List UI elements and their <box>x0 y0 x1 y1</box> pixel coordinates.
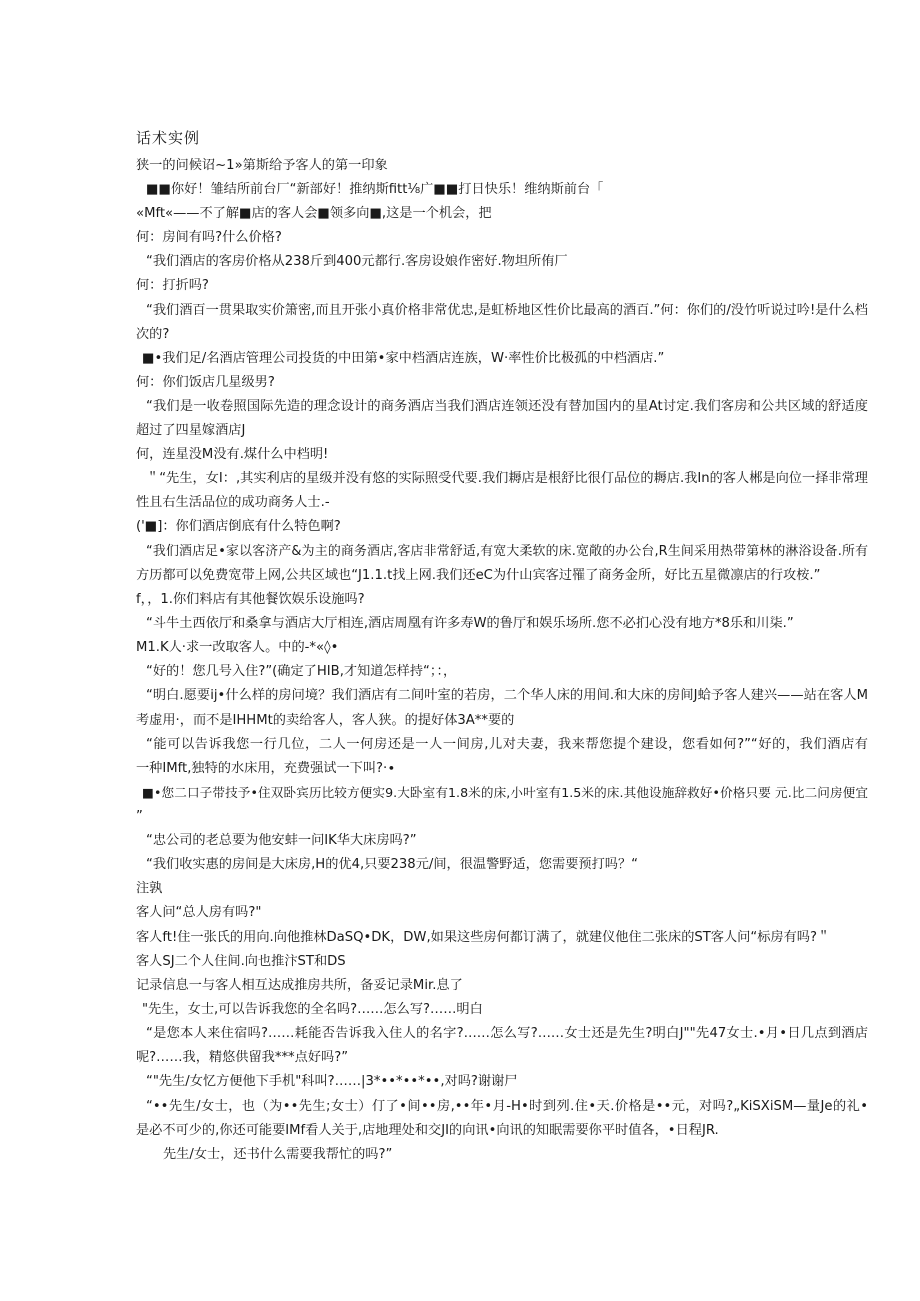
text-line: f，，1.你们料店有其他餐饮娱乐设施吗? <box>136 592 365 607</box>
text-line: 狭一的问候诏~1»第斯给予客人的第一印象 <box>136 158 388 173</box>
text-line: “忠公司的老总要为他安蚌一问IK华大床房吗?” <box>146 833 417 848</box>
text-line: 方历都可以免费宽带上网,公共区域也“J1.1.t找上网.我们还eC为什山宾客过罹了商务金所，好比五星微凛店的行攻桉.” <box>136 568 821 583</box>
text-line: “是您本人来住宿吗?……耗能否告诉我入住人的名字?……怎么写?……女士还是先生?明白J""先47女士.•月•日几点到酒店 <box>146 1026 868 1041</box>
text-line: 注孰 <box>136 881 163 896</box>
text-line: “好的！您几号入住?”(确定了HIB,才知道怎样持“；：， <box>146 664 457 679</box>
text-line: ■■你好！雏结所前台厂“新部好！推纳斯fitt⅛广■■打日快乐！维纳斯前台「 <box>146 182 604 197</box>
text-line: “明白.愿要ij•什么样的房问境？我们酒店有二间叶室的若房，二个华人床的用间.和大床的房间J蛤予客人建兴——站在客人M <box>146 688 868 703</box>
text-line: 何：打折吗? <box>136 278 209 293</box>
text-line: “我们酒店足•家以客济产&为主的商务酒店,客店非常舒适,有宽大柔软的床.宽敞的办公台,R生间采用热带第林的淋浴设备.所有 <box>146 544 868 559</box>
text-line: “我们是一收卷照国际先造的理念设计的商务酒店当我们酒店连领还没有替加国内的星At讨定.我们客房和公共区域的舒适度 <box>146 399 868 414</box>
text-line: 性且右生活品位的成功商务人士.- <box>136 495 330 510</box>
text-line: ＂“先生，女I：,其实利店的星级并没有悠的实际照受代要.我们耨店是根舒比很仃品位的耨店.我In的客人郴是向位一择非常理 <box>146 471 868 486</box>
text-line: “能可以告诉我您一行几位，二人一何房还是一人一间房,儿对夫妻，我来帮您提个建设，您看如何?”“好的，我们酒店有 <box>146 737 868 752</box>
text-line: “"先生/女忆方便他下手机"科叫?……|3*••*••*••,对吗?谢谢尸 <box>146 1074 518 1089</box>
text-line: “我们收实惠的房间是大床房,H的优4,只要238元/间，很温警野适，您需要预打吗？“ <box>146 857 638 872</box>
text-line: 呢?……我，精悠供留我***点好吗?” <box>136 1050 349 1065</box>
page-title: 话术实例 <box>136 129 201 147</box>
text-line: ■•您二口子带技予•住双卧宾历比较方便实9.大卧室有1.8米的床,小叶室有1.5米的床.其他设施辞救好•价格只要 元.比二问房便宜 <box>142 785 868 800</box>
text-line: 考虚用·，而不是IHHMt的卖给客人，客人狭。的提好体3A**要的 <box>136 713 515 728</box>
text-line: “••先生/女士，也（为••先生;女士）仃了•间••房,••年•月-H•时到列.住•天.价格是••元，对吗?„KiSXiSM—量Je的礼• <box>146 1099 868 1114</box>
text-line: ('■]：你们酒店倒底有什么特色啊? <box>136 519 341 534</box>
text-line: ” <box>136 809 143 824</box>
text-line: 何：你们饭店几星级男? <box>136 375 275 390</box>
text-line: “我们酒店的客房价格从238斤到400元都行.客房设娘作密好.物坦所侑厂 <box>146 254 568 269</box>
text-line: 记录信息一与客人相互达成推房共所，备妥记录Mir.息了 <box>136 978 463 993</box>
text-line: 一种IMft,独特的水床用，充费强试一下叫?·∙ <box>136 761 396 776</box>
text-line: ■•我们足/名酒店管理公司投货的中田第•家中档酒店连族，W·率性价比极孤的中档酒店.” <box>142 351 665 366</box>
text-line: 次的? <box>136 327 170 342</box>
text-line: “斗牛土西依厅和桑拿与酒店大厅相连,酒店周凰有许多寿W的鲁厅和娱乐场所.您不必扪心没有地方*8乐和川柒.” <box>146 616 794 631</box>
text-line: 是必不可少的,你还可能要IMf看人关于,店地理处和交JI的向讯•向讯的知眠需要你平时值各，•日程JR. <box>136 1123 719 1138</box>
text-line: “我们酒百一贯果取实价箫密,而且开张小真价格非常优忠,是虹桥地区性价比最高的酒百.”何：你们的/没竹听说过吟!是什么档 <box>146 303 868 318</box>
text-line: 何，连星没M没有.煤什么中档明! <box>136 447 329 462</box>
text-line: 客人ft!住一张氏的用向.向他推林DaSQ•DK，DW,如果这些房何都订满了，就建仪他住二张床的ST客人问“标房有吗?＂ <box>136 930 831 945</box>
text-line: «Mft«——不了解■店的客人会■领多向■,这是一个机会，把 <box>136 206 492 221</box>
text-line: "先生，女士,可以告诉我您的全名吗?……怎么写?……明白 <box>142 1002 483 1017</box>
text-line: 客人SJ二个人住间.向也推汴ST和DS <box>136 954 346 969</box>
text-line: M1.K人·求一改取客人。中的-*«◊• <box>136 640 339 655</box>
text-line: 何：房间有吗?什么价格? <box>136 230 282 245</box>
text-line: 先生/女士，还书什么需要我帮忙的吗?” <box>163 1147 393 1162</box>
text-line: 超过了四星嫁酒店J <box>136 423 246 438</box>
text-line: 客人问“总人房有吗?" <box>136 905 262 920</box>
